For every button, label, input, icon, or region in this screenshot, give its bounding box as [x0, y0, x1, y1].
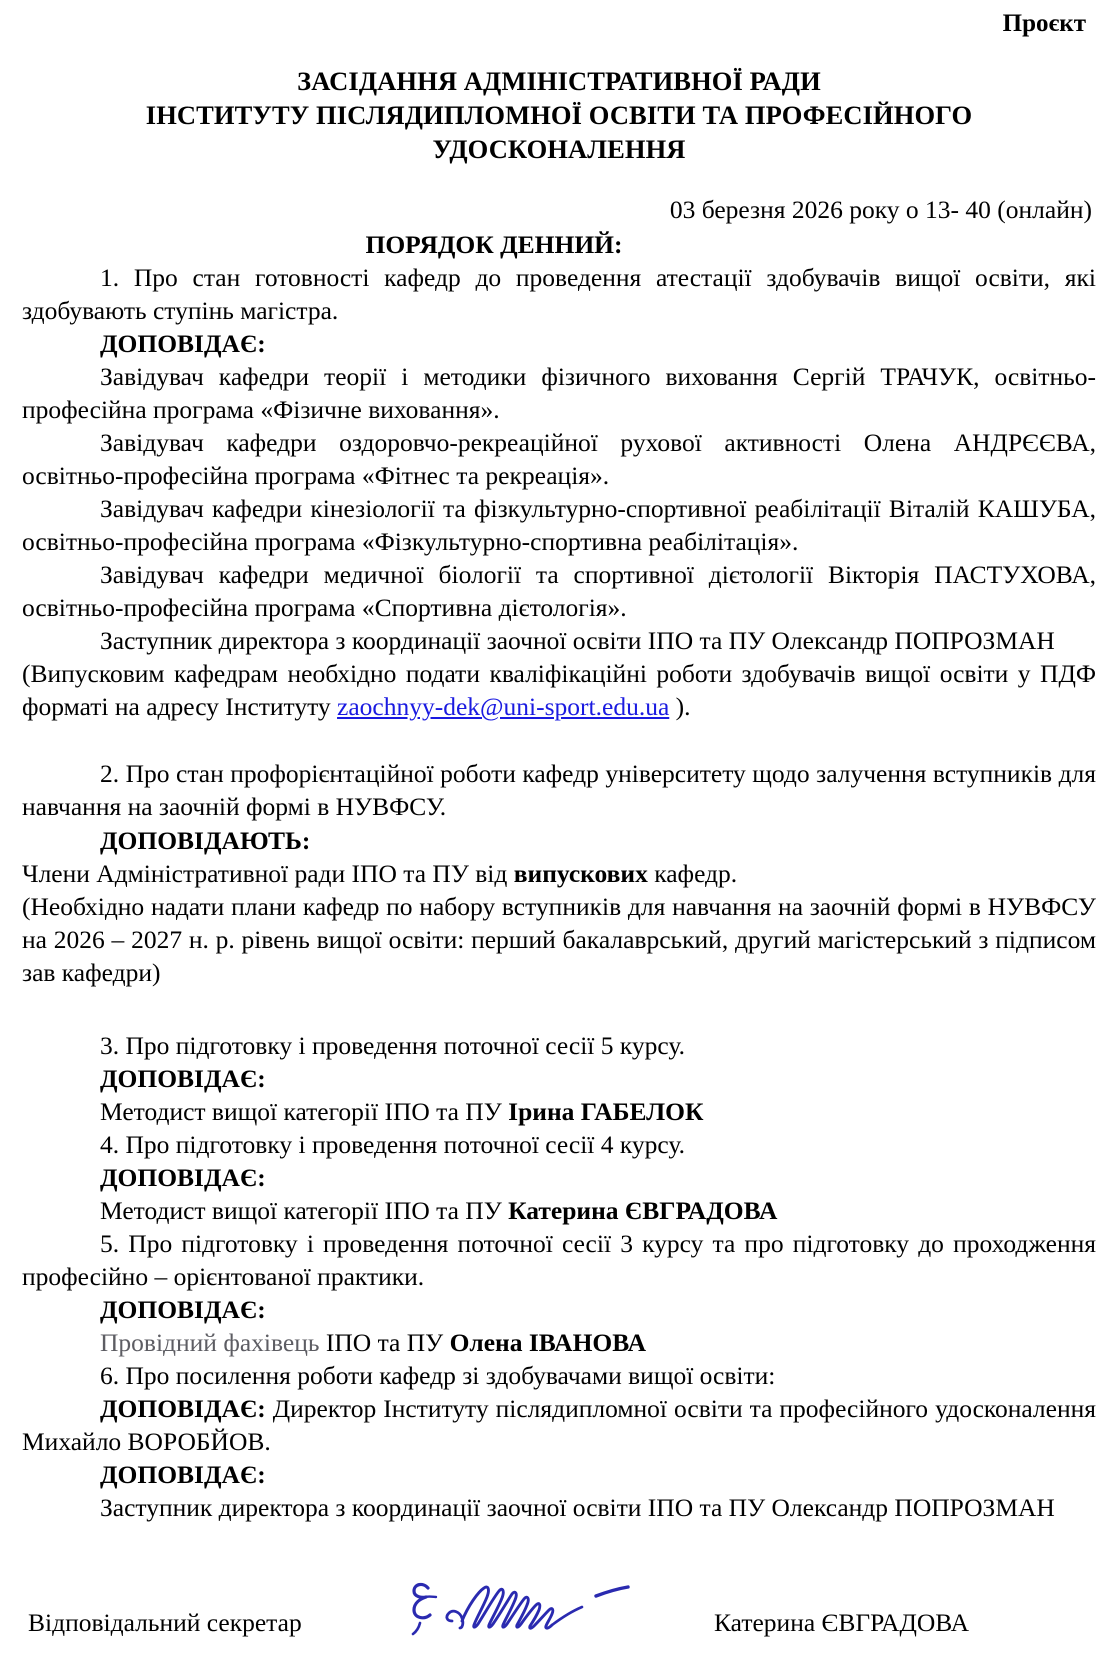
agenda-item-1-reporter-3: Завідувач кафедри кінезіології та фізкультурно-спортивної реабілітації Віталій КАШУБА, освітньо-професійна програма «Фізкультурно-спортивна реабілітація».: [22, 494, 1096, 557]
document-title: [22, 65, 1096, 167]
agenda-item-2-members: [22, 857, 1096, 890]
agenda-item-6-text: 6. Про посилення роботи кафедр зі здобувачами вищої освіти:: [100, 1360, 776, 1390]
note-text-before-email: (Випусковим кафедрам необхідно подати кваліфікаційні роботи здобувачів вищої освіти у ПДФ форматі на адресу Інституту: [22, 659, 1096, 722]
agenda-item-3-text: 3. Про підготовку і проведення поточної сесії 5 курсу.: [100, 1030, 685, 1060]
agenda-item-6-reporter-text: Директор Інституту післядипломної освіти та професійного удосконалення Михайло ВОРОБЙОВ.: [22, 1393, 1096, 1456]
agenda-item-2-text: 2. Про стан профорієнтаційної роботи кафедр університету щодо залучення вступників для навчання на заочній формі в НУВФСУ.: [22, 759, 1096, 822]
reporter-middle: ІПО та ПУ: [319, 1327, 450, 1357]
members-suffix: кафедр.: [647, 858, 738, 888]
agenda-item-1-reporter-2: Завідувач кафедри оздоровчо-рекреаційної рухової активності Олена АНДРЄЄВА, освітньо-професійна програма «Фітнес та рекреація».: [22, 428, 1096, 491]
agenda-item-6-reporter-text-2: Заступник директора з координації заочної освіти ІПО та ПУ Олександр ПОПРОЗМАН: [100, 1492, 1055, 1522]
agenda-item-4-reporter: [22, 1194, 1096, 1227]
members-bold: випускових: [513, 858, 648, 888]
section-gap: [22, 723, 1096, 757]
signature-name: Катерина ЄВГРАДОВА: [714, 1607, 970, 1637]
members-prefix: Члени Адміністративної ради ІПО та ПУ від: [22, 858, 514, 888]
email-link[interactable]: zaochnyy-dek@uni-sport.edu.ua: [337, 692, 670, 722]
agenda-item-5-reporter-label: ДОПОВІДАЄ:: [100, 1294, 266, 1324]
draft-label: Проєкт: [1002, 10, 1086, 37]
agenda-item-1-reporter-4: Завідувач кафедри медичної біології та спортивної дієтології Вікторія ПАСТУХОВА, освітньо-професійна програма «Спортивна дієтологія».: [22, 560, 1096, 623]
agenda-item-3-reporter-label: ДОПОВІДАЄ:: [100, 1063, 266, 1093]
agenda-item-6-reporter: [22, 1392, 1096, 1458]
section-gap: [22, 989, 1096, 1029]
title-line-1: ЗАСІДАННЯ АДМІНІСТРАТИВНОЇ РАДИ: [297, 66, 821, 97]
meeting-datetime: 03 березня 2026 року о 13- 40 (онлайн): [669, 194, 1092, 224]
signature-block: [22, 1566, 1096, 1656]
reporter-role: Методист вищої категорії ІПО та ПУ: [100, 1096, 509, 1126]
reporter-role-gray: Провідний фахівець: [100, 1327, 320, 1357]
signature-role: Відповідальний секретар: [28, 1607, 302, 1637]
agenda-item-3-reporter: [22, 1095, 1096, 1128]
agenda-item-1-reporter-1: Завідувач кафедри теорії і методики фізичного виховання Сергій ТРАЧУК, освітньо-професійна програма «Фізичне виховання».: [22, 362, 1096, 425]
reporter-name: Катерина ЄВГРАДОВА: [508, 1195, 778, 1225]
agenda-item-1-note: [22, 657, 1096, 723]
signature-ink: [400, 1566, 670, 1646]
reporter-role: Методист вищої категорії ІПО та ПУ: [100, 1195, 509, 1225]
agenda-item-2-reporter-label: ДОПОВІДАЮТЬ:: [100, 825, 311, 855]
reporter-name: Олена ІВАНОВА: [449, 1327, 647, 1357]
agenda-item-1-text: 1. Про стан готовності кафедр до проведення атестації здобувачів вищої освіти, які здобувають ступінь магістра.: [22, 263, 1096, 326]
agenda-item-4-reporter-label: ДОПОВІДАЄ:: [100, 1162, 266, 1192]
agenda-item-6-reporter-label-2: ДОПОВІДАЄ:: [100, 1459, 266, 1489]
agenda-item-4-text: 4. Про підготовку і проведення поточної сесії 4 курсу.: [100, 1129, 685, 1159]
agenda-item-5-text: 5. Про підготовку і проведення поточної сесії 3 курсу та про підготовку до проходження професійно – орієнтованої практики.: [22, 1228, 1096, 1291]
agenda-item-1-reporter-5: Заступник директора з координації заочної освіти ІПО та ПУ Олександр ПОПРОЗМАН: [100, 626, 1055, 656]
note-text-after-email: ).: [669, 692, 691, 722]
agenda-heading: ПОРЯДОК ДЕННИЙ:: [365, 230, 623, 260]
agenda-item-5-reporter: [22, 1326, 1096, 1359]
reporter-name: Ірина ГАБЕЛОК: [508, 1096, 704, 1126]
agenda-item-6-reporter-label: ДОПОВІДАЄ:: [100, 1393, 266, 1423]
agenda-item-2-note: (Необхідно надати плани кафедр по набору вступників для навчання на заочній формі в НУВФСУ на 2026 – 2027 н. р. рівень вищої освіти: перший бакалаврський, другий магістерський з підписом зав кафедри): [22, 891, 1096, 987]
agenda-item-1-reporter-label: ДОПОВІДАЄ:: [100, 329, 266, 359]
title-line-2: ІНСТИТУТУ ПІСЛЯДИПЛОМНОЇ ОСВІТИ ТА ПРОФЕСІЙНОГО УДОСКОНАЛЕННЯ: [145, 100, 973, 165]
